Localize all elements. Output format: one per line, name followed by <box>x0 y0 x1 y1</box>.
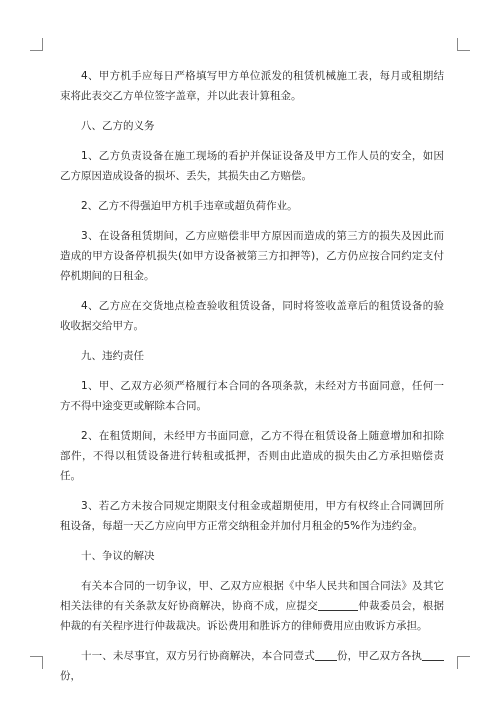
paragraph-10-dispute <box>60 576 444 636</box>
final-text-part3: 份， <box>60 670 81 682</box>
section-heading-8: 八、乙方的义务 <box>81 120 155 132</box>
paragraph-8-4: 4、乙方应在交货地点检查验收租赁设备，同时将签收盖章后的租赁设备的验收收据交给甲方。 <box>60 300 444 332</box>
document-body <box>60 66 444 696</box>
paragraph-8-3: 3、在设备租赁期间，乙方应赔偿非甲方原因而造成的第三方的损失及因此而造成的甲方设备停机损失(如甲方设备被第三方扣押等)，乙方仍应按合同约定支付停机期间的日租金。 <box>60 230 444 282</box>
paragraph-11 <box>60 646 444 686</box>
copies-each-blank <box>422 648 444 661</box>
section-heading-10: 十、争议的解决 <box>81 550 155 562</box>
final-text-part2: 份，甲乙双方各执 <box>336 650 423 662</box>
dispute-text-before: 有关本合同的一切争议，甲、乙双方应根据《中华人民共和国合同法》及其它相关法律的有关条款友好协商解决，协商不成，应提交 <box>60 580 444 612</box>
arbitration-blank <box>318 598 358 611</box>
crop-mark-bottom-left <box>30 656 43 669</box>
crop-mark-top-right <box>457 38 470 51</box>
crop-mark-top-left <box>30 38 43 51</box>
paragraph-9-1: 1、甲、乙双方必须严格履行本合同的各项条款，未经对方书面同意，任何一方不得中途变更或解除本合同。 <box>60 380 444 412</box>
paragraph-9-3: 3、若乙方未按合同规定期限支付租金或超期使用，甲方有权终止合同调回所租设备，每超一天乙方应向甲方正常交纳租金并加付月租金的5%作为违约金。 <box>60 500 444 532</box>
crop-mark-bottom-right <box>457 656 470 669</box>
paragraph-8-2: 2、乙方不得强迫甲方机手违章或超负荷作业。 <box>81 200 298 212</box>
copies-total-blank <box>315 648 337 661</box>
paragraph-9-2: 2、在租赁期间，未经甲方书面同意，乙方不得在租赁设备上随意增加和扣除部件，不得以租赁设备进行转租或抵押，否则由此造成的损失由乙方承担赔偿责任。 <box>60 430 444 482</box>
final-text-part1: 十一、未尽事宜，双方另行协商解决，本合同壹式 <box>81 650 315 662</box>
paragraph-8-1: 1、乙方负责设备在施工现场的看护并保证设备及甲方工作人员的安全，如因乙方原因造成设备的损坏、丢失，其损失由乙方赔偿。 <box>60 150 444 182</box>
section-heading-9: 九、违约责任 <box>81 350 144 362</box>
paragraph-7-4: 4、甲方机手应每日严格填写甲方单位派发的租赁机械施工表，每月或租期结束将此表交乙方单位签字盖章，并以此表计算租金。 <box>60 70 444 102</box>
dispute-text-after: 仲裁委员会，根据仲裁的有关程序进行仲裁裁决。诉讼费用和胜诉方的律师费用应由败诉方承担。 <box>60 600 444 632</box>
